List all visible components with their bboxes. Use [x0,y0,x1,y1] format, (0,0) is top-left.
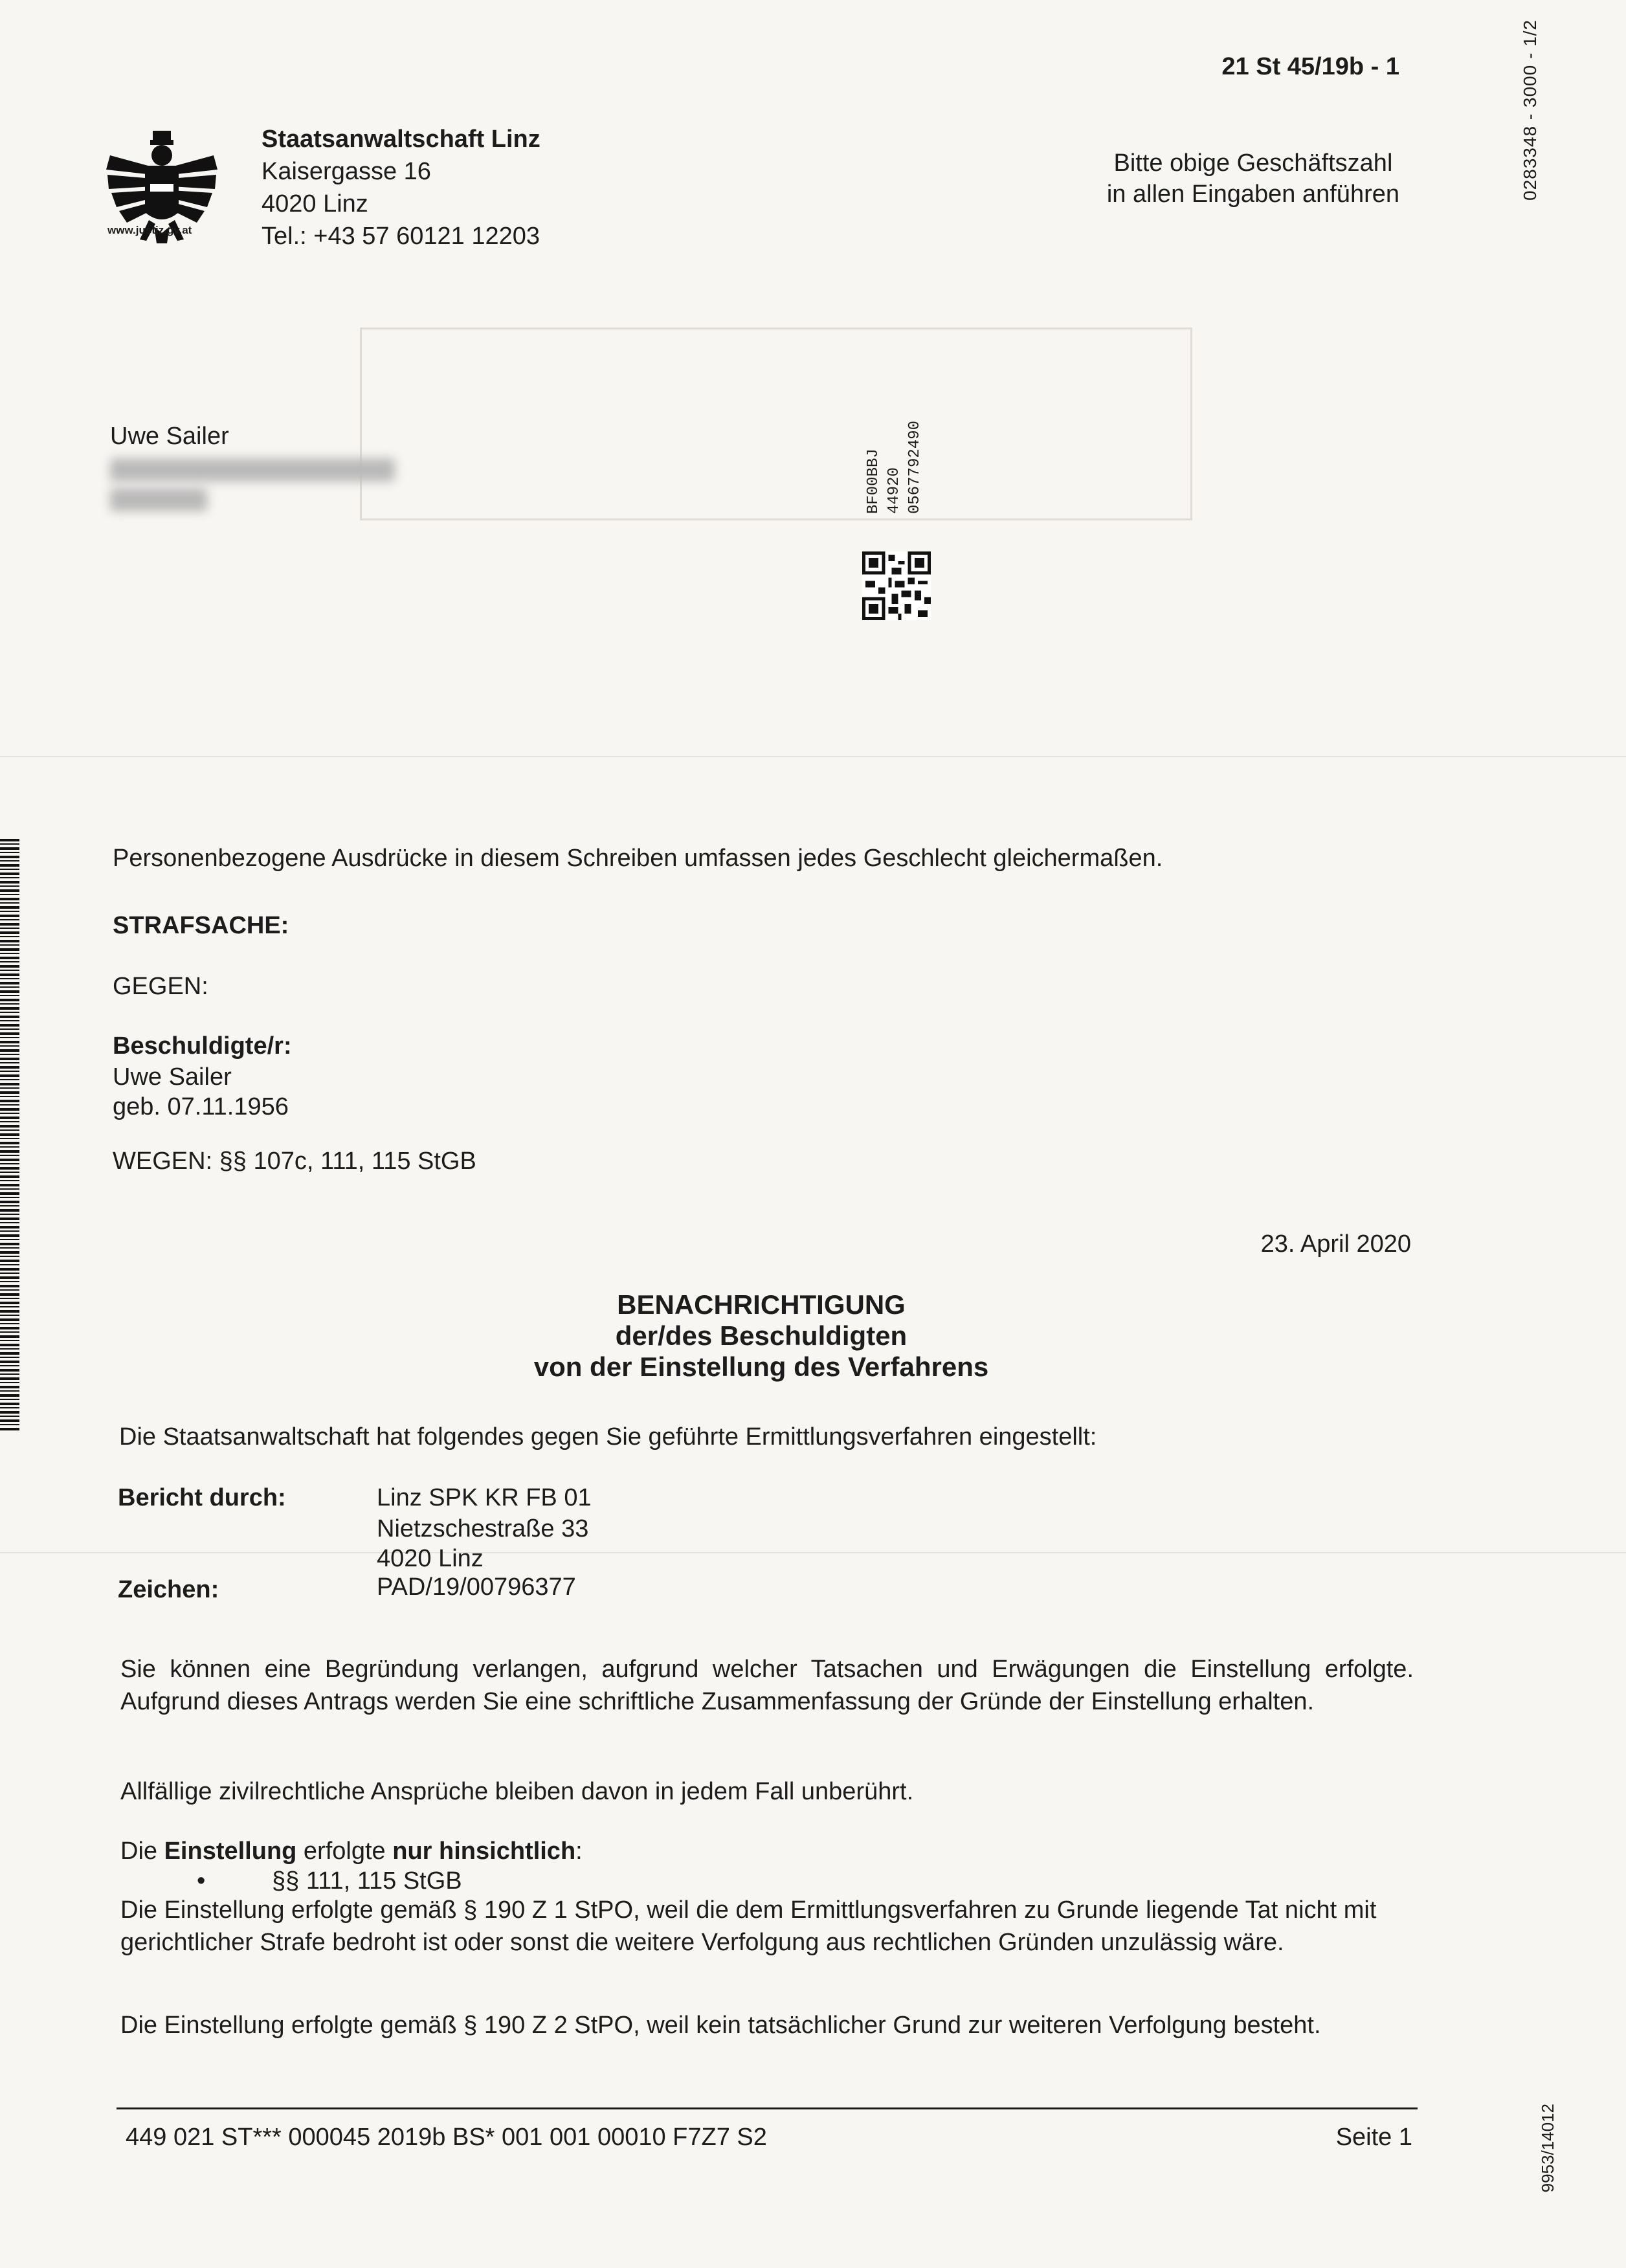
notice-title [360,1289,1163,1383]
report-line: 4020 Linz [377,1545,484,1572]
against-label: GEGEN: [113,973,208,1000]
scope-text: : [575,1838,583,1865]
paper-fold [0,1552,1626,1554]
sign-value: PAD/19/00796377 [377,1573,576,1601]
delivery-code-line: 0567792490 [906,421,924,515]
scope-text-bold: nur hinsichtlich [392,1838,576,1865]
reference-hint [1107,148,1399,210]
charges-line: WEGEN: §§ 107c, 111, 115 StGB [113,1148,476,1175]
scope-text: erfolgte [296,1838,393,1865]
scope-text-bold: Einstellung [164,1838,297,1865]
notice-title-line: von der Einstellung des Verfahrens [533,1351,989,1382]
justiz-website: www.justiz.gv.at [107,224,192,236]
office-address-block [262,123,540,252]
side-document-code-bottom: 9953/14012 [1538,2104,1557,2193]
redacted-street [110,458,395,482]
office-name: Staatsanwaltschaft Linz [262,126,540,153]
case-reference: 21 St 45/19b - 1 [1221,53,1399,80]
reference-hint-line: in allen Eingaben anführen [1106,181,1399,208]
margin-barcode [0,839,19,1432]
office-phone: Tel.: +43 57 60121 12203 [262,223,540,250]
bleed-through-box [360,328,1192,520]
recipient-name: Uwe Sailer [110,423,229,450]
accused-birth: geb. 07.11.1956 [113,1093,289,1120]
recipient-block [110,421,395,511]
intro-text: Die Staatsanwaltschaft hat folgendes gegen Sie geführte Ermittlungsverfahren eingestellt: [119,1423,1097,1451]
scope-text: Die [120,1838,164,1865]
notice-title-line: der/des Beschuldigten [615,1320,908,1351]
paper-fold [0,756,1626,758]
z2-paragraph: Die Einstellung erfolgte gemäß § 190 Z 2 StPO, weil kein tatsächlicher Grund zur weiteren Verfolgung besteht. [120,2012,1321,2039]
notice-title-line: BENACHRICHTIGUNG [617,1289,906,1320]
letter-date: 23. April 2020 [1260,1230,1411,1258]
sign-label: Zeichen: [118,1576,219,1603]
report-label: Bericht durch: [118,1484,286,1511]
delivery-code-line: 44920 [885,467,903,515]
civil-claims-paragraph: Allfällige zivilrechtliche Ansprüche bleiben davon in jedem Fall unberührt. [120,1778,914,1805]
accused-label: Beschuldigte/r: [113,1032,292,1060]
footer-rule [117,2107,1418,2109]
accused-name: Uwe Sailer [113,1063,232,1091]
office-city: 4020 Linz [262,190,368,217]
case-label: STRAFSACHE: [113,912,289,939]
gender-note: Personenbezogene Ausdrücke in diesem Schreiben umfassen jedes Geschlecht gleichermaßen. [113,845,1163,872]
redacted-city [110,488,207,511]
page-number: Seite 1 [1335,2124,1412,2151]
bullet-icon: • [197,1867,206,1895]
reason-paragraph: Sie können eine Begründung verlangen, aufgrund welcher Tatsachen und Erwägungen die Einstellung erfolgte. Aufgrund dieses Antrags werden Sie eine schriftliche Zusammenfassung der Gründe der Einstellung erhalten. [120,1656,1414,1715]
side-document-code: 0283348 - 3000 - 1/2 [1520,19,1540,201]
reference-hint-line: Bitte obige Geschäftszahl [1113,150,1393,177]
report-line: Nietzschestraße 33 [377,1515,589,1542]
office-street: Kaisergasse 16 [262,158,431,185]
z1-paragraph: Die Einstellung erfolgte gemäß § 190 Z 1 StPO, weil die dem Ermittlungsverfahren zu Grunde liegende Tat nicht mit gerichtlicher Strafe bedroht ist oder sonst die weitere Verfolgung aus rechtlichen Gründen unzulässig wäre. [120,1896,1377,1956]
scope-bullet-item: §§ 111, 115 StGB [272,1867,462,1895]
delivery-code-line: BF00BBJ [865,449,882,515]
delivery-code [863,421,926,514]
qr-code-icon [862,551,931,620]
scope-line [120,1836,583,1867]
report-line: Linz SPK KR FB 01 [377,1484,592,1511]
footer-code: 449 021 ST*** 000045 2019b BS* 001 001 00010 F7Z7 S2 [126,2124,767,2151]
